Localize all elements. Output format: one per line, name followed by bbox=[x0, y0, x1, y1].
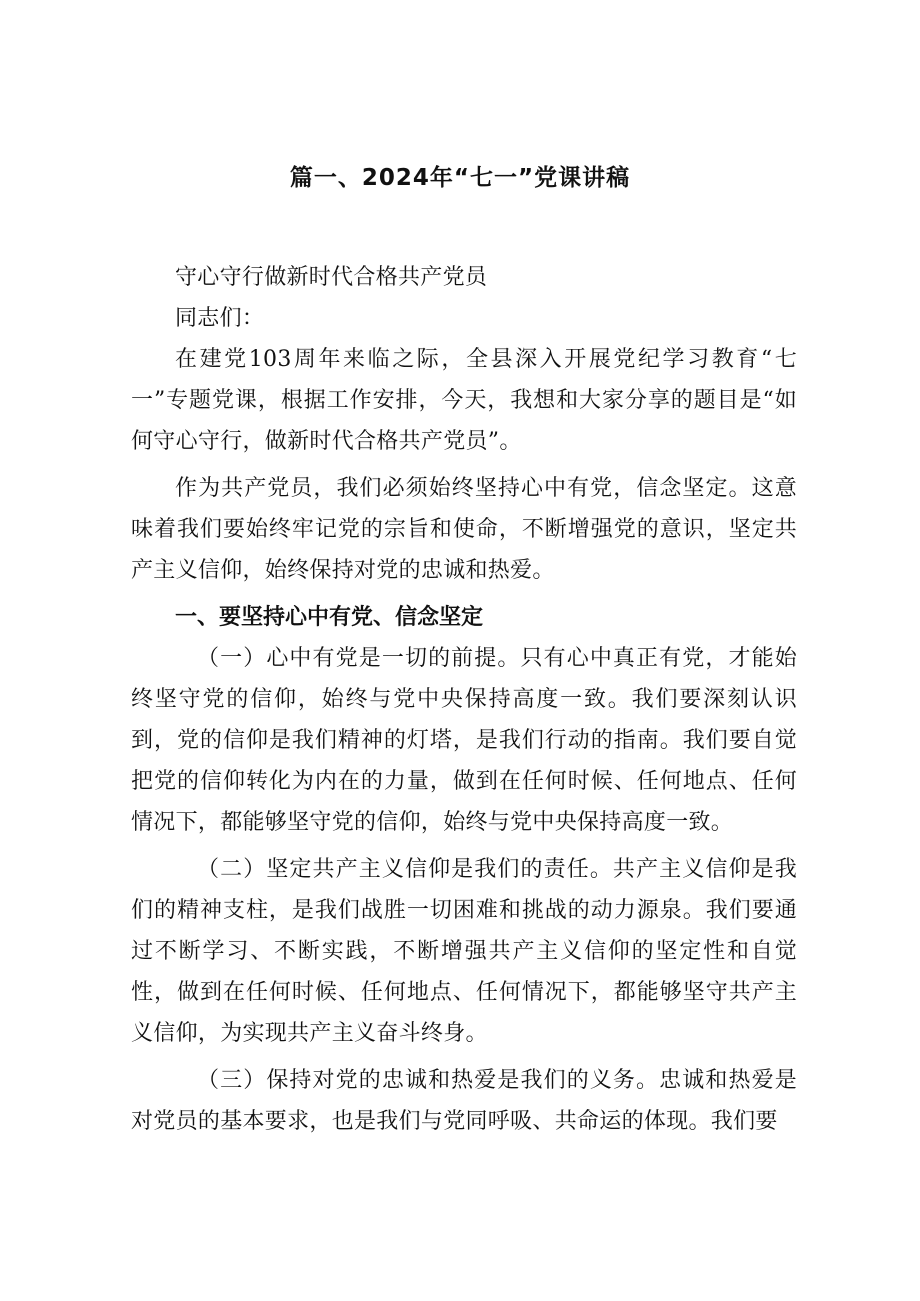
document-body bbox=[131, 257, 797, 1142]
subtitle-line: 守心守行做新时代合格共产党员 bbox=[175, 265, 488, 290]
overview-paragraph: 作为共产党员，我们必须始终坚持心中有党，信念坚定。这意味着我们要始终牢记党的宗旨和使命，不断增强党的意识，坚定共产主义信仰，始终保持对党的忠诚和热爱。 bbox=[131, 476, 797, 583]
point-3-paragraph: （三）保持对党的忠诚和热爱是我们的义务。忠诚和热爱是对党员的基本要求，也是我们与党同呼吸、共命运的体现。我们要 bbox=[131, 1068, 797, 1134]
point-1-paragraph: （一）心中有党是一切的前提。只有心中真正有党，才能始终坚守党的信仰，始终与党中央保持高度一致。我们要深刻认识到，党的信仰是我们精神的灯塔，是我们行动的指南。我们要自觉把党的信仰转化为内在的力量，做到在任何时候、任何地点、任何情况下，都能够坚守党的信仰，始终与党中央保持高度一致。 bbox=[131, 646, 797, 835]
salutation: 同志们： bbox=[175, 306, 265, 331]
section-heading: 一、要坚持心中有党、信念坚定 bbox=[175, 605, 484, 630]
point-2-paragraph: （二）坚定共产主义信仰是我们的责任。共产主义信仰是我们的精神支柱，是我们战胜一切困难和挑战的动力源泉。我们要通过不断学习、不断实践，不断增强共产主义信仰的坚定性和自觉性，做到在任何时候、任何地点、任何情况下，都能够坚守共产主义信仰，为实现共产主义奋斗终身。 bbox=[131, 857, 797, 1046]
document-title: 篇一、2024年“七一”党课讲稿 bbox=[289, 165, 631, 191]
intro-paragraph: 在建党103周年来临之际，全县深入开展党纪学习教育“七一”专题党课，根据工作安排，今天，我想和大家分享的题目是“如何守心守行，做新时代合格共产党员”。 bbox=[131, 347, 797, 454]
